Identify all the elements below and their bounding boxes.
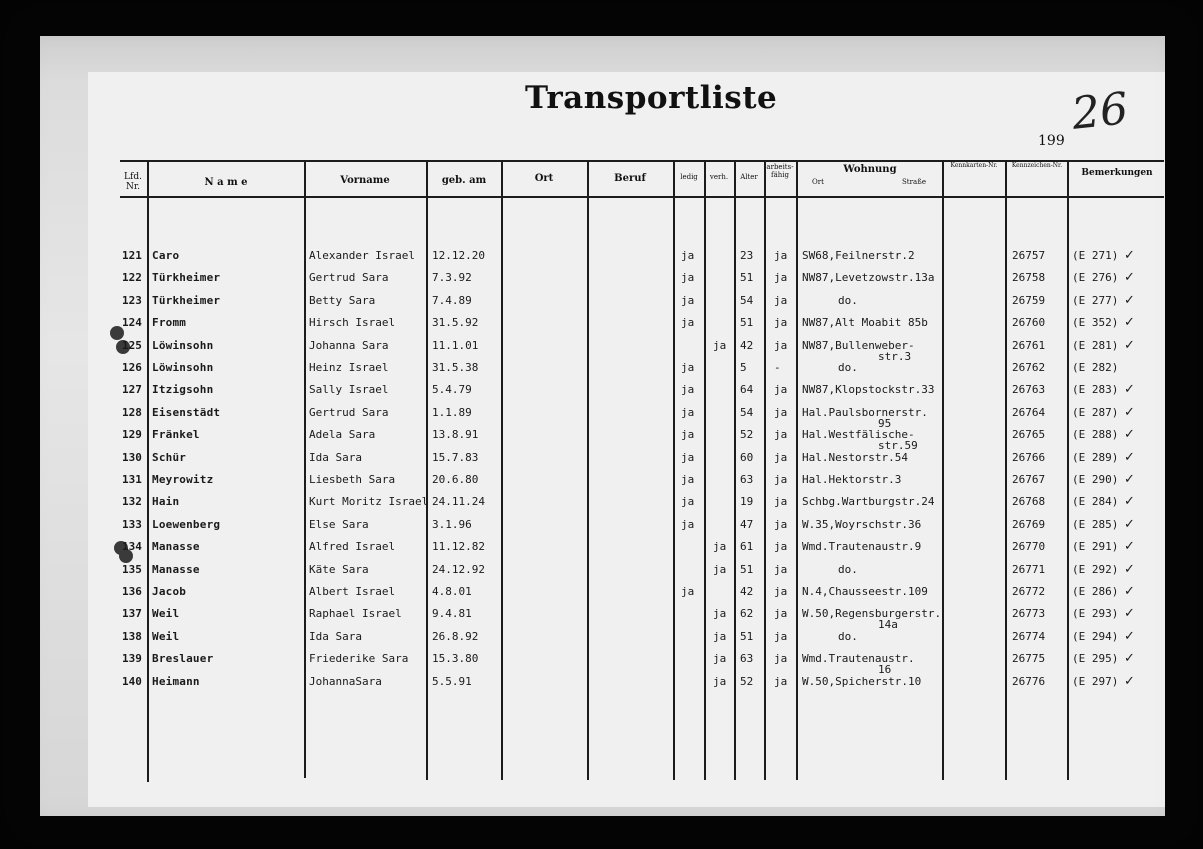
cell-lfd-nr: 130 <box>122 451 142 464</box>
cell-arbeitsfaehig: ja <box>774 585 788 598</box>
cell-vorname: Sally Israel <box>309 383 389 396</box>
cell-arbeitsfaehig: ja <box>774 630 788 643</box>
check-mark: ✓ <box>1124 248 1135 263</box>
cell-alter: 52 <box>740 675 754 688</box>
cell-lfd-nr: 134 <box>122 540 142 553</box>
cell-wohnung: Schbg.Wartburgstr.24 <box>802 495 935 508</box>
cell-bemerkungen: (E 283) <box>1072 383 1119 396</box>
cell-geb-am: 13.8.91 <box>432 428 479 441</box>
cell-wohnung: NW87,Levetzowstr.13a <box>802 271 935 284</box>
cell-geb-am: 31.5.38 <box>432 361 479 374</box>
col-header-wohnung-ort: Ort <box>812 178 824 186</box>
cell-name: Manasse <box>152 563 200 576</box>
cell-ledig: ja <box>681 383 695 396</box>
cell-verh: ja <box>713 652 727 665</box>
col-header-lfd: Lfd. Nr. <box>124 172 142 193</box>
cell-name: Türkheimer <box>152 271 221 284</box>
col-header-kennkarten: Kennkarten-Nr. <box>950 162 998 169</box>
col-divider <box>147 160 149 782</box>
cell-ledig: ja <box>681 428 695 441</box>
cell-wohnung: W.50,Spicherstr.10 <box>802 675 922 688</box>
cell-name: Manasse <box>152 540 200 553</box>
cell-vorname: Adela Sara <box>309 428 376 441</box>
cell-arbeitsfaehig: ja <box>774 428 788 441</box>
cell-geb-am: 1.1.89 <box>432 406 472 419</box>
cell-vorname: Käte Sara <box>309 563 369 576</box>
cell-wohnung: do. <box>838 294 858 307</box>
col-header-vorname: Vorname <box>340 175 390 186</box>
cell-wohnung: NW87,Alt Moabit 85b <box>802 316 928 329</box>
cell-lfd-nr: 137 <box>122 607 142 620</box>
cell-ledig: ja <box>681 495 695 508</box>
cell-wohnung-continued: str.59 <box>878 439 918 452</box>
col-divider <box>587 160 589 780</box>
cell-name: Loewenberg <box>152 518 221 531</box>
cell-kennzeichen: 26758 <box>1012 271 1046 284</box>
cell-alter: 23 <box>740 249 754 262</box>
cell-vorname: Hirsch Israel <box>309 316 396 329</box>
check-mark: ✓ <box>1124 584 1135 599</box>
cell-lfd-nr: 124 <box>122 316 142 329</box>
col-divider <box>796 160 798 780</box>
cell-bemerkungen: (E 289) <box>1072 451 1119 464</box>
cell-lfd-nr: 128 <box>122 406 142 419</box>
cell-bemerkungen: (E 290) <box>1072 473 1119 486</box>
cell-wohnung: N.4,Chausseestr.109 <box>802 585 928 598</box>
col-header-verh: verh. <box>709 173 729 181</box>
cell-alter: 63 <box>740 652 754 665</box>
check-mark: ✓ <box>1124 629 1135 644</box>
cell-alter: 19 <box>740 495 754 508</box>
cell-arbeitsfaehig: ja <box>774 563 788 576</box>
cell-arbeitsfaehig: ja <box>774 406 788 419</box>
check-mark: ✓ <box>1124 606 1135 621</box>
cell-kennzeichen: 26763 <box>1012 383 1046 396</box>
cell-geb-am: 11.12.82 <box>432 540 485 553</box>
cell-name: Löwinsohn <box>152 339 214 352</box>
cell-arbeitsfaehig: ja <box>774 271 788 284</box>
col-divider <box>673 160 675 780</box>
cell-alter: 64 <box>740 383 754 396</box>
check-mark: ✓ <box>1124 405 1135 420</box>
cell-arbeitsfaehig: - <box>774 361 781 374</box>
cell-vorname: Alfred Israel <box>309 540 396 553</box>
col-header-wohnung: Wohnung <box>843 164 897 175</box>
cell-geb-am: 7.4.89 <box>432 294 472 307</box>
cell-kennzeichen: 26774 <box>1012 630 1046 643</box>
cell-ledig: ja <box>681 361 695 374</box>
cell-geb-am: 9.4.81 <box>432 607 472 620</box>
table-header-rule <box>120 196 1164 198</box>
col-header-name: N a m e <box>204 177 248 188</box>
cell-vorname: Betty Sara <box>309 294 376 307</box>
cell-alter: 54 <box>740 406 754 419</box>
cell-bemerkungen: (E 277) <box>1072 294 1119 307</box>
col-header-ledig: ledig <box>680 173 698 181</box>
cell-vorname: Liesbeth Sara <box>309 473 396 486</box>
cell-wohnung: NW87,Bullenweber- <box>802 339 915 352</box>
cell-vorname: Ida Sara <box>309 630 362 643</box>
cell-wohnung: Hal.Hektorstr.3 <box>802 473 902 486</box>
cell-alter: 60 <box>740 451 754 464</box>
document-title: Transportliste <box>525 80 778 116</box>
cell-kennzeichen: 26764 <box>1012 406 1046 419</box>
cell-geb-am: 26.8.92 <box>432 630 479 643</box>
cell-vorname: Johanna Sara <box>309 339 389 352</box>
cell-bemerkungen: (E 271) <box>1072 249 1119 262</box>
check-mark: ✓ <box>1124 494 1135 509</box>
cell-vorname: Else Sara <box>309 518 369 531</box>
cell-wohnung: do. <box>838 361 858 374</box>
cell-wohnung: Wmd.Trautenaustr.9 <box>802 540 922 553</box>
cell-vorname: Gertrud Sara <box>309 271 389 284</box>
cell-arbeitsfaehig: ja <box>774 675 788 688</box>
col-header-wohnung-strasse: Straße <box>902 178 926 186</box>
check-mark: ✓ <box>1124 674 1135 689</box>
check-mark: ✓ <box>1124 562 1135 577</box>
cell-arbeitsfaehig: ja <box>774 652 788 665</box>
col-divider <box>704 160 706 780</box>
cell-lfd-nr: 135 <box>122 563 142 576</box>
cell-bemerkungen: (E 276) <box>1072 271 1119 284</box>
col-header-geb: geb. am <box>441 175 487 186</box>
cell-kennzeichen: 26776 <box>1012 675 1046 688</box>
cell-alter: 63 <box>740 473 754 486</box>
cell-alter: 51 <box>740 271 754 284</box>
cell-arbeitsfaehig: ja <box>774 518 788 531</box>
cell-alter: 5 <box>740 361 747 374</box>
cell-wohnung: Hal.Westfälische- <box>802 428 915 441</box>
cell-bemerkungen: (E 292) <box>1072 563 1119 576</box>
check-mark: ✓ <box>1124 315 1135 330</box>
cell-bemerkungen: (E 284) <box>1072 495 1119 508</box>
cell-geb-am: 5.5.91 <box>432 675 472 688</box>
cell-geb-am: 5.4.79 <box>432 383 472 396</box>
cell-geb-am: 31.5.92 <box>432 316 479 329</box>
cell-kennzeichen: 26761 <box>1012 339 1046 352</box>
cell-arbeitsfaehig: ja <box>774 495 788 508</box>
cell-vorname: Raphael Israel <box>309 607 402 620</box>
cell-kennzeichen: 26757 <box>1012 249 1046 262</box>
cell-wohnung: NW87,Klopstockstr.33 <box>802 383 935 396</box>
cell-vorname: JohannaSara <box>309 675 382 688</box>
cell-vorname: Kurt Moritz Israel <box>309 495 429 508</box>
check-mark: ✓ <box>1124 293 1135 308</box>
handwritten-sheet-number: 26 <box>1069 83 1131 140</box>
cell-wohnung-continued: 95 <box>878 417 892 430</box>
check-mark: ✓ <box>1124 651 1135 666</box>
col-divider <box>1005 160 1007 780</box>
cell-lfd-nr: 129 <box>122 428 142 441</box>
cell-verh: ja <box>713 339 727 352</box>
cell-verh: ja <box>713 563 727 576</box>
cell-geb-am: 11.1.01 <box>432 339 479 352</box>
cell-bemerkungen: (E 286) <box>1072 585 1119 598</box>
check-mark: ✓ <box>1124 472 1135 487</box>
cell-arbeitsfaehig: ja <box>774 607 788 620</box>
cell-wohnung: Hal.Paulsbornerstr. <box>802 406 928 419</box>
cell-name: Fränkel <box>152 428 200 441</box>
cell-arbeitsfaehig: ja <box>774 473 788 486</box>
cell-ledig: ja <box>681 316 695 329</box>
cell-alter: 51 <box>740 630 754 643</box>
cell-kennzeichen: 26766 <box>1012 451 1046 464</box>
check-mark: ✓ <box>1124 450 1135 465</box>
cell-vorname: Alexander Israel <box>309 249 415 262</box>
cell-geb-am: 7.3.92 <box>432 271 472 284</box>
cell-name: Heimann <box>152 675 200 688</box>
col-divider <box>304 160 306 778</box>
cell-kennzeichen: 26759 <box>1012 294 1046 307</box>
cell-kennzeichen: 26762 <box>1012 361 1046 374</box>
cell-geb-am: 24.12.92 <box>432 563 485 576</box>
col-header-ort: Ort <box>534 173 554 184</box>
cell-lfd-nr: 138 <box>122 630 142 643</box>
cell-name: Hain <box>152 495 180 508</box>
cell-alter: 47 <box>740 518 754 531</box>
cell-geb-am: 4.8.01 <box>432 585 472 598</box>
col-divider <box>501 160 503 780</box>
cell-name: Schür <box>152 451 187 464</box>
cell-bemerkungen: (E 352) <box>1072 316 1119 329</box>
cell-lfd-nr: 131 <box>122 473 142 486</box>
cell-lfd-nr: 133 <box>122 518 142 531</box>
cell-kennzeichen: 26771 <box>1012 563 1046 576</box>
cell-arbeitsfaehig: ja <box>774 316 788 329</box>
cell-geb-am: 20.6.80 <box>432 473 479 486</box>
cell-name: Löwinsohn <box>152 361 214 374</box>
cell-kennzeichen: 26760 <box>1012 316 1046 329</box>
cell-arbeitsfaehig: ja <box>774 451 788 464</box>
cell-wohnung: W.35,Woyrschstr.36 <box>802 518 922 531</box>
cell-alter: 42 <box>740 585 754 598</box>
cell-name: Caro <box>152 249 180 262</box>
cell-verh: ja <box>713 607 727 620</box>
cell-bemerkungen: (E 293) <box>1072 607 1119 620</box>
cell-wohnung: W.50,Regensburgerstr. <box>802 607 942 620</box>
cell-bemerkungen: (E 282) <box>1072 361 1119 374</box>
cell-bemerkungen: (E 297) <box>1072 675 1119 688</box>
cell-kennzeichen: 26775 <box>1012 652 1046 665</box>
cell-lfd-nr: 139 <box>122 652 142 665</box>
cell-name: Weil <box>152 607 180 620</box>
cell-lfd-nr: 127 <box>122 383 142 396</box>
cell-wohnung: SW68,Feilnerstr.2 <box>802 249 915 262</box>
cell-ledig: ja <box>681 518 695 531</box>
cell-name: Fromm <box>152 316 187 329</box>
cell-vorname: Ida Sara <box>309 451 362 464</box>
col-header-bemerkungen: Bemerkungen <box>1081 168 1153 178</box>
cell-lfd-nr: 122 <box>122 271 142 284</box>
cell-wohnung: do. <box>838 563 858 576</box>
cell-kennzeichen: 26769 <box>1012 518 1046 531</box>
cell-bemerkungen: (E 288) <box>1072 428 1119 441</box>
col-header-arbeitsfaehig: arbeits-fähig <box>766 163 794 180</box>
cell-vorname: Gertrud Sara <box>309 406 389 419</box>
year-prefix: 199 <box>1038 133 1065 149</box>
cell-ledig: ja <box>681 585 695 598</box>
cell-bemerkungen: (E 281) <box>1072 339 1119 352</box>
cell-bemerkungen: (E 295) <box>1072 652 1119 665</box>
col-header-beruf: Beruf <box>614 173 646 184</box>
cell-alter: 52 <box>740 428 754 441</box>
col-divider <box>764 160 766 780</box>
cell-vorname: Heinz Israel <box>309 361 389 374</box>
cell-arbeitsfaehig: ja <box>774 540 788 553</box>
cell-name: Breslauer <box>152 652 214 665</box>
cell-lfd-nr: 126 <box>122 361 142 374</box>
cell-arbeitsfaehig: ja <box>774 339 788 352</box>
cell-geb-am: 12.12.20 <box>432 249 485 262</box>
cell-arbeitsfaehig: ja <box>774 294 788 307</box>
col-header-alter: Alter <box>740 173 758 181</box>
cell-wohnung-continued: str.3 <box>878 350 912 363</box>
cell-bemerkungen: (E 294) <box>1072 630 1119 643</box>
cell-ledig: ja <box>681 249 695 262</box>
check-mark: ✓ <box>1124 539 1135 554</box>
cell-kennzeichen: 26765 <box>1012 428 1046 441</box>
check-mark: ✓ <box>1124 427 1135 442</box>
cell-geb-am: 3.1.96 <box>432 518 472 531</box>
cell-name: Eisenstädt <box>152 406 221 419</box>
cell-lfd-nr: 136 <box>122 585 142 598</box>
cell-bemerkungen: (E 291) <box>1072 540 1119 553</box>
cell-vorname: Friederike Sara <box>309 652 409 665</box>
cell-arbeitsfaehig: ja <box>774 383 788 396</box>
cell-name: Türkheimer <box>152 294 221 307</box>
cell-lfd-nr: 140 <box>122 675 142 688</box>
cell-wohnung: Wmd.Trautenaustr. <box>802 652 915 665</box>
check-mark: ✓ <box>1124 270 1135 285</box>
col-divider <box>734 160 736 780</box>
cell-ledig: ja <box>681 294 695 307</box>
cell-verh: ja <box>713 540 727 553</box>
col-divider <box>942 160 944 780</box>
cell-name: Itzigsohn <box>152 383 214 396</box>
cell-verh: ja <box>713 630 727 643</box>
cell-alter: 51 <box>740 563 754 576</box>
cell-name: Jacob <box>152 585 187 598</box>
cell-wohnung: Hal.Nestorstr.54 <box>802 451 908 464</box>
cell-alter: 42 <box>740 339 754 352</box>
col-header-kennzeichen: Kennzeichen-Nr. <box>1011 162 1063 169</box>
cell-geb-am: 24.11.24 <box>432 495 485 508</box>
cell-bemerkungen: (E 285) <box>1072 518 1119 531</box>
cell-geb-am: 15.3.80 <box>432 652 479 665</box>
cell-bemerkungen: (E 287) <box>1072 406 1119 419</box>
check-mark: ✓ <box>1124 517 1135 532</box>
cell-kennzeichen: 26768 <box>1012 495 1046 508</box>
col-divider <box>426 160 428 780</box>
cell-ledig: ja <box>681 473 695 486</box>
cell-lfd-nr: 125 <box>122 339 142 352</box>
cell-ledig: ja <box>681 406 695 419</box>
cell-ledig: ja <box>681 451 695 464</box>
cell-alter: 54 <box>740 294 754 307</box>
cell-arbeitsfaehig: ja <box>774 249 788 262</box>
cell-lfd-nr: 121 <box>122 249 142 262</box>
cell-wohnung-continued: 16 <box>878 663 892 676</box>
cell-kennzeichen: 26772 <box>1012 585 1046 598</box>
cell-wohnung-continued: 14a <box>878 618 898 631</box>
cell-alter: 62 <box>740 607 754 620</box>
cell-kennzeichen: 26767 <box>1012 473 1046 486</box>
col-divider <box>1067 160 1069 780</box>
cell-alter: 61 <box>740 540 754 553</box>
cell-kennzeichen: 26770 <box>1012 540 1046 553</box>
table-top-rule <box>120 160 1164 162</box>
cell-vorname: Albert Israel <box>309 585 396 598</box>
cell-kennzeichen: 26773 <box>1012 607 1046 620</box>
check-mark: ✓ <box>1124 382 1135 397</box>
cell-name: Weil <box>152 630 180 643</box>
cell-ledig: ja <box>681 271 695 284</box>
cell-alter: 51 <box>740 316 754 329</box>
cell-wohnung: do. <box>838 630 858 643</box>
cell-geb-am: 15.7.83 <box>432 451 479 464</box>
cell-lfd-nr: 132 <box>122 495 142 508</box>
check-mark: ✓ <box>1124 338 1135 353</box>
cell-name: Meyrowitz <box>152 473 214 486</box>
cell-verh: ja <box>713 675 727 688</box>
cell-lfd-nr: 123 <box>122 294 142 307</box>
